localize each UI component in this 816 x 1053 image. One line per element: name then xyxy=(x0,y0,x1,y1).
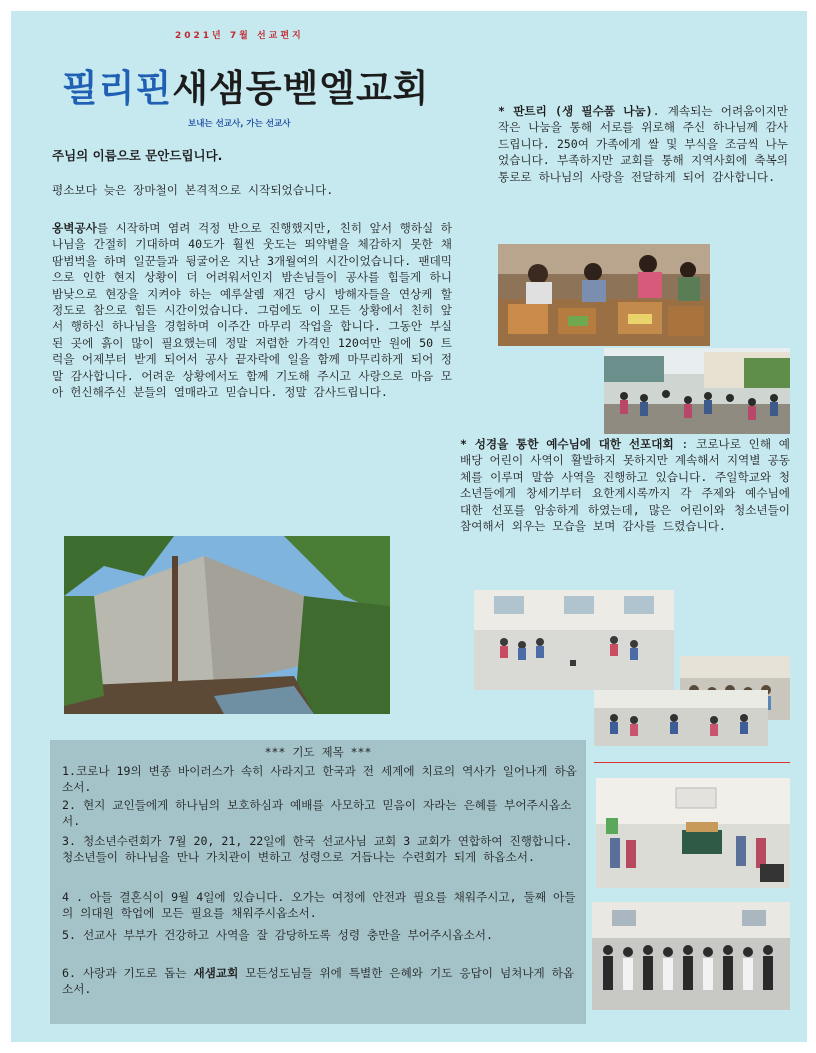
church-title xyxy=(62,58,429,112)
prayer-item: 5. 선교사 부부가 건강하고 사역을 잘 감당하도록 성령 충만을 부어주시옵소서. xyxy=(62,928,493,942)
bible-paragraph xyxy=(460,436,790,534)
prayer-item-6-church: 새샘교회 xyxy=(193,966,239,980)
wall-lead: 옹벽공사 xyxy=(52,221,97,235)
photo-bible-children-hall xyxy=(474,590,674,690)
intro-text: 평소보다 늦은 장마철이 본격적으로 시작되었습니다. xyxy=(52,183,334,197)
photo-pantry-crowd xyxy=(604,348,790,434)
pantry-paragraph xyxy=(498,103,788,185)
bible-lead: * 성경을 통한 예수님에 대한 선포대회 xyxy=(460,437,674,451)
photo-pantry-packing xyxy=(498,244,710,346)
prayer-item-6-post: 모든성도님들 위에 특별한 은혜와 기도 응답이 넘쳐나게 하옵소서. xyxy=(62,966,575,997)
divider-line xyxy=(594,762,790,763)
prayer-item-6 xyxy=(62,965,582,997)
greeting: 주님의 이름으로 문안드립니다. xyxy=(52,148,223,163)
pantry-text: . 계속되는 어려움이지만 작은 나눔을 통해 서로를 위로해 주신 하나님께 감사드립니다. 250여 가족에게 쌀 및 부식을 조금씩 나누었습니다. 부족하지만 교회를 통해 지역사회에 축복의 통로로 하나님의 사랑을 전달하게 되어 감사합니다. xyxy=(498,104,788,184)
prayer-item: 3. 청소년수련회가 7월 20, 21, 22일에 한국 선교사님 교회 3 교회가 연합하여 진행합니다. 청소년들이 하나님을 만나 가치관이 변하고 성령으로 거듭나는 수련회가 되게 하옵소서. xyxy=(62,834,573,865)
bible-text: : 코로나로 인해 예배당 어린이 사역이 활발하지 못하지만 계속해서 지역별 공동체를 이루며 말씀 사역을 진행하고 있습니다. 주일학교와 청소년들에게 창세기부터 요한계시록까지 각 주제와 예수님에 대한 선포를 암송하게 하였는데, 많은 어린이와 청소년들이 참여해서 외우는 모습을 보며 감사를 드렸습니다. xyxy=(460,437,790,534)
prayer-item: 4 . 아들 결혼식이 9월 4일에 있습니다. 오가는 여정에 안전과 필요를 채워주시고, 둘째 아들의 의대원 학업에 모든 필요를 채워주시옵소서. xyxy=(62,890,576,921)
photo-worship-service xyxy=(596,778,790,888)
photo-retaining-wall xyxy=(64,536,390,714)
pantry-lead: * 판트리 (생 필수품 나눔) xyxy=(498,104,653,118)
date-line: 2021년 7월 선교편지 xyxy=(175,31,304,41)
subtitle: 보내는 선교사, 가는 선교사 xyxy=(188,119,291,129)
wall-paragraph xyxy=(52,220,452,400)
prayer-item: 1.코로나 19의 변종 바이러스가 속히 사라지고 한국과 전 세계에 치료의 역사가 일어나게 하옵소서. xyxy=(62,764,577,795)
title-country: 필리핀 xyxy=(62,67,173,110)
prayer-item: 2. 현지 교인들에게 하나님의 보호하심과 예배를 사모하고 믿음이 자라는 은혜를 부어주시옵소서. xyxy=(62,798,572,829)
prayer-title: *** 기도 제목 *** xyxy=(264,745,372,759)
prayer-item-6-pre: 6. 사랑과 기도로 돕는 xyxy=(62,966,194,980)
photo-bible-children-lower xyxy=(594,690,768,746)
photo-youth-worship xyxy=(592,902,790,1010)
wall-text: 를 시작하며 염려 걱정 반으로 진행했지만, 친히 앞서 행하실 하나님을 간절히 기대하며 40도가 훨씬 웃도는 뙤약볕을 체감하지 못한 채 땀범벅을 하며 일꾼들과 뒹굴어온 지난 3개월여의 시간이었습니다. 팬데믹으로 인한 현지 상황이 더 어려워서인지 밤손님들이 공사를 힘들게 하니 밤낮으로 현장을 지켜야 하는 예루살렘 재건 당시 방해자들을 연상케 할 정도로 참으로 힘든 시간이었습니다. 그럼에도 이 모든 상황에서 친히 앞서 행하신 하나님을 경험하며 이주간 마무리 작업을 합니다. 그동안 부실 된 곳에 흙이 많이 필요했는데 정말 저렴한 가격인 120여만 원에 50 트럭을 어제부터 받게 되어서 공사 끝자락에 일을 함께 마무리하게 되어 정말 감사합니다. 어려운 상황에서도 함께 기도해 주시고 사랑으로 마음 모아 헌신해주신 분들의 열매라고 믿습니다. 정말 감사드립니다. xyxy=(52,221,452,400)
title-church: 새샘동벧엘교회 xyxy=(172,67,430,110)
